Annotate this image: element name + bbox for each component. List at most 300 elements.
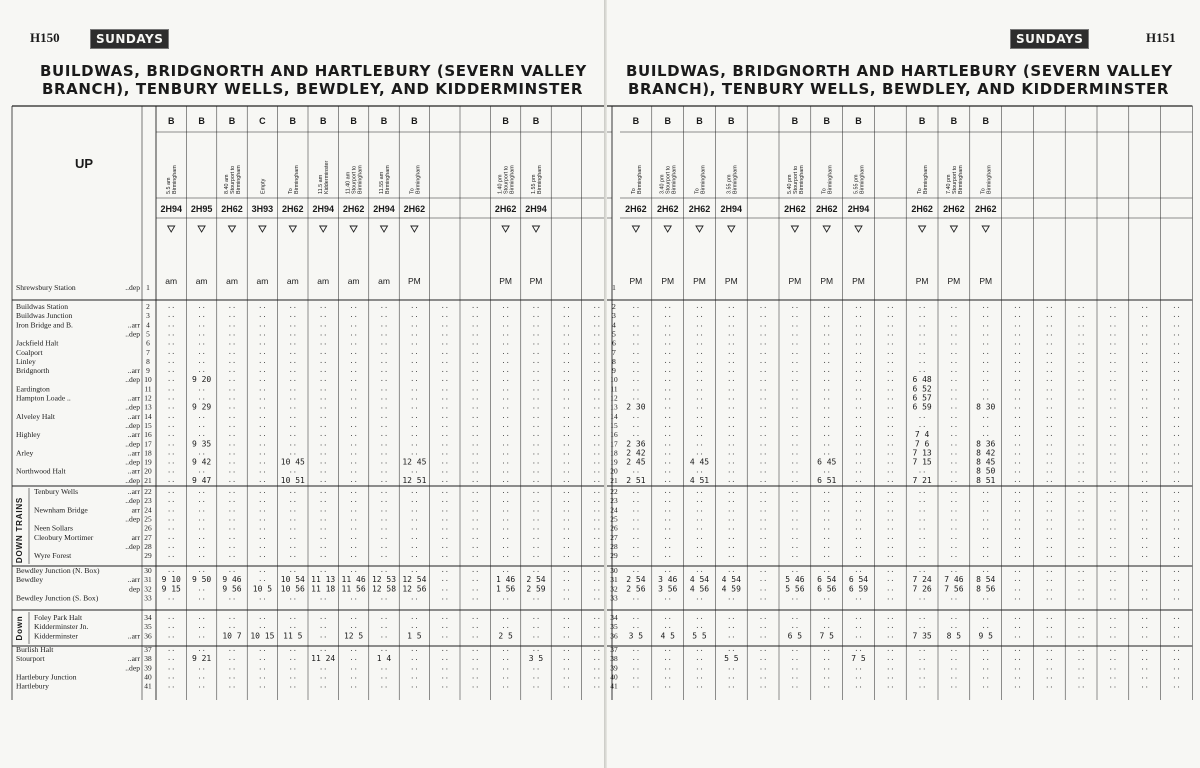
no-service-dots: .. bbox=[790, 593, 800, 602]
no-service-dots: .. bbox=[562, 654, 571, 663]
no-service-dots: .. bbox=[440, 541, 450, 550]
departure-time: 10 7 bbox=[222, 631, 242, 641]
train-class: B bbox=[289, 116, 297, 126]
headcode: 2H62 bbox=[688, 204, 711, 214]
no-service-dots: .. bbox=[886, 541, 895, 550]
no-service-dots: .. bbox=[1140, 496, 1149, 505]
departure-time: 5 5 bbox=[724, 654, 739, 664]
no-service-dots: .. bbox=[592, 681, 602, 690]
no-service-dots: .. bbox=[1108, 393, 1118, 402]
no-service-dots: .. bbox=[410, 338, 419, 347]
no-service-dots: .. bbox=[379, 475, 389, 484]
no-service-dots: .. bbox=[1140, 593, 1149, 602]
station-suffix: ..arr bbox=[127, 466, 140, 476]
no-service-dots: .. bbox=[379, 551, 389, 560]
no-service-dots: .. bbox=[288, 338, 298, 347]
no-service-dots: .. bbox=[917, 311, 927, 320]
no-service-dots: .. bbox=[318, 420, 328, 429]
no-service-dots: .. bbox=[440, 375, 450, 384]
no-service-dots: .. bbox=[410, 523, 419, 532]
no-service-dots: .. bbox=[349, 448, 358, 457]
no-service-dots: .. bbox=[349, 311, 358, 320]
no-service-dots: .. bbox=[981, 654, 990, 663]
departure-time: 10 54 bbox=[280, 575, 305, 585]
no-service-dots: .. bbox=[258, 575, 267, 584]
departure-time: 2 45 bbox=[626, 457, 646, 467]
no-service-dots: .. bbox=[258, 320, 267, 329]
no-service-dots: .. bbox=[562, 420, 571, 429]
departure-time: 10 56 bbox=[280, 584, 305, 594]
no-service-dots: .. bbox=[695, 347, 704, 356]
no-service-dots: .. bbox=[410, 311, 419, 320]
no-service-dots: .. bbox=[197, 523, 206, 532]
headcode: 2H62 bbox=[943, 204, 965, 214]
station-suffix: ..arr bbox=[127, 487, 140, 496]
no-service-dots: .. bbox=[440, 420, 450, 429]
no-service-dots: .. bbox=[631, 496, 641, 505]
no-service-dots: .. bbox=[1140, 663, 1149, 672]
no-service-dots: .. bbox=[1108, 584, 1118, 593]
no-service-dots: .. bbox=[790, 430, 800, 439]
no-service-dots: .. bbox=[318, 457, 328, 466]
no-service-dots: .. bbox=[592, 622, 602, 631]
no-service-dots: .. bbox=[822, 347, 831, 356]
no-service-dots: .. bbox=[227, 430, 237, 439]
no-service-dots: .. bbox=[349, 487, 358, 495]
no-service-dots: .. bbox=[227, 375, 237, 384]
no-service-dots: .. bbox=[410, 654, 419, 663]
departure-time: 11 56 bbox=[341, 584, 366, 594]
train-class: B bbox=[950, 116, 958, 126]
no-service-dots: .. bbox=[166, 681, 176, 690]
headcode: 2H62 bbox=[911, 204, 933, 214]
no-service-dots: .. bbox=[501, 672, 510, 681]
departure-time: 4 45 bbox=[689, 457, 710, 467]
no-service-dots: .. bbox=[758, 505, 768, 514]
no-service-dots: .. bbox=[470, 654, 480, 663]
station-suffix: ..dep bbox=[125, 283, 140, 292]
no-service-dots: .. bbox=[631, 613, 641, 621]
no-service-dots: .. bbox=[501, 505, 510, 514]
no-service-dots: .. bbox=[1013, 430, 1022, 439]
no-service-dots: .. bbox=[631, 622, 641, 631]
headcode: 2H95 bbox=[190, 204, 213, 214]
station-suffix: ..dep bbox=[125, 496, 140, 506]
no-service-dots: .. bbox=[288, 347, 298, 356]
no-service-dots: .. bbox=[1140, 622, 1149, 631]
departure-time: 2 42 bbox=[626, 448, 646, 458]
train-description: Birmingham bbox=[700, 165, 707, 194]
no-service-dots: .. bbox=[258, 311, 267, 320]
no-service-dots: .. bbox=[1013, 593, 1022, 602]
no-service-dots: .. bbox=[949, 393, 959, 402]
train-class: B bbox=[319, 116, 327, 126]
no-service-dots: .. bbox=[917, 496, 927, 505]
station-suffix: ..arr bbox=[127, 575, 140, 585]
station-name: Linley bbox=[16, 356, 36, 366]
train-class: B bbox=[728, 116, 735, 126]
train-description: To bbox=[917, 188, 924, 194]
no-service-dots: .. bbox=[501, 448, 510, 457]
no-service-dots: .. bbox=[886, 514, 895, 523]
no-service-dots: .. bbox=[562, 613, 571, 621]
no-service-dots: .. bbox=[349, 663, 358, 672]
no-service-dots: .. bbox=[288, 663, 298, 672]
no-service-dots: .. bbox=[470, 338, 480, 347]
station-name: Bewdley Junction (S. Box) bbox=[16, 593, 99, 603]
station-name: Hartlebury bbox=[16, 681, 49, 691]
no-service-dots: .. bbox=[531, 302, 541, 310]
no-service-dots: .. bbox=[1108, 420, 1118, 429]
no-service-dots: .. bbox=[166, 366, 176, 375]
no-service-dots: .. bbox=[440, 356, 450, 365]
no-service-dots: .. bbox=[886, 338, 895, 347]
no-service-dots: .. bbox=[758, 645, 768, 653]
no-service-dots: .. bbox=[854, 496, 863, 505]
no-service-dots: .. bbox=[631, 566, 641, 574]
no-service-dots: .. bbox=[288, 613, 298, 621]
no-service-dots: .. bbox=[166, 475, 176, 484]
no-service-dots: .. bbox=[379, 375, 389, 384]
no-service-dots: .. bbox=[1140, 613, 1149, 621]
no-service-dots: .. bbox=[318, 541, 328, 550]
no-service-dots: .. bbox=[822, 593, 831, 602]
no-service-dots: .. bbox=[227, 356, 237, 365]
no-service-dots: .. bbox=[917, 338, 927, 347]
no-service-dots: .. bbox=[1013, 663, 1022, 672]
no-service-dots: .. bbox=[379, 663, 389, 672]
no-service-dots: .. bbox=[727, 402, 736, 411]
no-service-dots: .. bbox=[501, 487, 510, 495]
headcode: 2H94 bbox=[847, 204, 870, 214]
no-service-dots: .. bbox=[470, 475, 480, 484]
no-service-dots: .. bbox=[1140, 411, 1149, 420]
no-service-dots: .. bbox=[1140, 584, 1149, 593]
no-service-dots: .. bbox=[631, 645, 641, 653]
departure-time: 9 46 bbox=[222, 575, 242, 585]
row-number: 24 bbox=[610, 505, 618, 515]
no-service-dots: .. bbox=[1045, 439, 1054, 448]
headcode: 2H62 bbox=[656, 204, 679, 214]
train-class: C bbox=[259, 116, 266, 126]
train-description: Birmingham bbox=[236, 165, 242, 194]
no-service-dots: .. bbox=[1140, 366, 1149, 375]
no-service-dots: .. bbox=[1108, 375, 1118, 384]
no-service-dots: .. bbox=[562, 496, 571, 505]
no-service-dots: .. bbox=[1013, 411, 1022, 420]
no-service-dots: .. bbox=[886, 411, 895, 420]
no-service-dots: .. bbox=[501, 311, 510, 320]
no-service-dots: .. bbox=[531, 466, 541, 475]
no-service-dots: .. bbox=[227, 384, 237, 393]
no-service-dots: .. bbox=[695, 541, 704, 550]
departure-time: 8 50 bbox=[976, 466, 996, 476]
no-service-dots: .. bbox=[197, 672, 206, 681]
station-name: Stourport bbox=[16, 654, 45, 664]
no-service-dots: .. bbox=[1013, 487, 1022, 495]
row-number: 12 bbox=[144, 393, 152, 403]
no-service-dots: .. bbox=[288, 302, 298, 310]
row-number: 31 bbox=[610, 575, 618, 585]
no-service-dots: .. bbox=[440, 613, 450, 621]
no-service-dots: .. bbox=[981, 366, 990, 375]
restriction-triangle-icon bbox=[919, 226, 926, 232]
no-service-dots: .. bbox=[1013, 631, 1022, 640]
no-service-dots: .. bbox=[854, 347, 863, 356]
station-name: Alveley Halt bbox=[16, 411, 56, 421]
departure-time: 2 5 bbox=[498, 631, 513, 641]
no-service-dots: .. bbox=[1013, 311, 1022, 320]
row-number: 11 bbox=[610, 384, 618, 394]
departure-time: 4 59 bbox=[721, 584, 741, 594]
no-service-dots: .. bbox=[790, 347, 800, 356]
no-service-dots: .. bbox=[886, 448, 895, 457]
row-number: 36 bbox=[144, 631, 152, 641]
no-service-dots: .. bbox=[822, 645, 831, 653]
am-pm-marker: am bbox=[165, 276, 178, 286]
no-service-dots: .. bbox=[470, 681, 480, 690]
no-service-dots: .. bbox=[440, 551, 450, 560]
no-service-dots: .. bbox=[166, 448, 176, 457]
no-service-dots: .. bbox=[440, 593, 450, 602]
no-service-dots: .. bbox=[288, 329, 298, 338]
title-line: BRANCH), TENBURY WELLS, BEWDLEY, AND KIDDERMINSTER bbox=[628, 80, 1169, 98]
no-service-dots: .. bbox=[470, 575, 480, 584]
no-service-dots: .. bbox=[663, 439, 672, 448]
no-service-dots: .. bbox=[695, 439, 704, 448]
station-name: Buildwas Junction bbox=[16, 311, 73, 321]
no-service-dots: .. bbox=[197, 356, 206, 365]
row-number: 30 bbox=[144, 566, 152, 575]
departure-time: 8 56 bbox=[976, 584, 996, 594]
no-service-dots: .. bbox=[1140, 541, 1149, 550]
no-service-dots: .. bbox=[1045, 338, 1054, 347]
no-service-dots: .. bbox=[258, 681, 267, 690]
departure-time: 6 59 bbox=[848, 584, 869, 594]
no-service-dots: .. bbox=[886, 475, 895, 484]
no-service-dots: .. bbox=[166, 487, 176, 495]
no-service-dots: .. bbox=[1172, 347, 1181, 356]
no-service-dots: .. bbox=[288, 384, 298, 393]
no-service-dots: .. bbox=[1140, 631, 1149, 640]
no-service-dots: .. bbox=[349, 302, 358, 310]
no-service-dots: .. bbox=[1140, 311, 1149, 320]
no-service-dots: .. bbox=[1076, 402, 1086, 411]
no-service-dots: .. bbox=[1045, 663, 1054, 672]
no-service-dots: .. bbox=[917, 593, 927, 602]
departure-time: 2 51 bbox=[626, 475, 646, 485]
station-name: Shrewsbury Station bbox=[16, 283, 76, 292]
row-number: 15 bbox=[144, 420, 152, 430]
no-service-dots: .. bbox=[470, 613, 480, 621]
row-number: 19 bbox=[610, 457, 618, 467]
am-pm-marker: PM bbox=[979, 276, 993, 286]
restriction-triangle-icon bbox=[229, 226, 236, 232]
station-name: Arley bbox=[16, 448, 34, 458]
no-service-dots: .. bbox=[197, 384, 206, 393]
no-service-dots: .. bbox=[501, 566, 510, 574]
no-service-dots: .. bbox=[1076, 356, 1086, 365]
no-service-dots: .. bbox=[1140, 551, 1149, 560]
right-timetable-grid bbox=[604, 0, 1200, 768]
no-service-dots: .. bbox=[1172, 631, 1181, 640]
no-service-dots: .. bbox=[470, 347, 480, 356]
no-service-dots: .. bbox=[854, 402, 863, 411]
no-service-dots: .. bbox=[227, 311, 237, 320]
no-service-dots: .. bbox=[631, 411, 641, 420]
departure-time: 2 54 bbox=[526, 575, 546, 585]
no-service-dots: .. bbox=[318, 551, 328, 560]
departure-time: 6 59 bbox=[912, 402, 932, 412]
no-service-dots: .. bbox=[562, 541, 571, 550]
no-service-dots: .. bbox=[758, 584, 768, 593]
station-suffix: ..dep bbox=[125, 663, 140, 673]
no-service-dots: .. bbox=[727, 672, 736, 681]
no-service-dots: .. bbox=[1076, 654, 1086, 663]
no-service-dots: .. bbox=[166, 356, 176, 365]
row-number: 11 bbox=[144, 384, 152, 394]
no-service-dots: .. bbox=[592, 496, 602, 505]
no-service-dots: .. bbox=[727, 645, 736, 653]
no-service-dots: .. bbox=[1108, 384, 1118, 393]
no-service-dots: .. bbox=[949, 681, 959, 690]
no-service-dots: .. bbox=[592, 402, 602, 411]
no-service-dots: .. bbox=[727, 505, 736, 514]
no-service-dots: .. bbox=[1140, 375, 1149, 384]
no-service-dots: .. bbox=[854, 302, 863, 310]
no-service-dots: .. bbox=[1108, 541, 1118, 550]
no-service-dots: .. bbox=[227, 541, 237, 550]
no-service-dots: .. bbox=[1013, 302, 1022, 310]
no-service-dots: .. bbox=[631, 393, 641, 402]
no-service-dots: .. bbox=[470, 411, 480, 420]
no-service-dots: .. bbox=[562, 411, 571, 420]
station-name: Coalport bbox=[16, 347, 43, 357]
no-service-dots: .. bbox=[1108, 613, 1118, 621]
no-service-dots: .. bbox=[1045, 402, 1054, 411]
no-service-dots: .. bbox=[1076, 430, 1086, 439]
no-service-dots: .. bbox=[854, 411, 863, 420]
no-service-dots: .. bbox=[379, 631, 389, 640]
no-service-dots: .. bbox=[822, 311, 831, 320]
no-service-dots: .. bbox=[1076, 593, 1086, 602]
no-service-dots: .. bbox=[318, 672, 328, 681]
no-service-dots: .. bbox=[854, 541, 863, 550]
train-class: B bbox=[632, 116, 640, 126]
no-service-dots: .. bbox=[854, 430, 863, 439]
no-service-dots: .. bbox=[318, 347, 328, 356]
no-service-dots: .. bbox=[854, 566, 863, 574]
no-service-dots: .. bbox=[1172, 523, 1181, 532]
no-service-dots: .. bbox=[1045, 320, 1054, 329]
train-description: Birmingham bbox=[923, 165, 930, 194]
no-service-dots: .. bbox=[695, 505, 704, 514]
no-service-dots: .. bbox=[886, 366, 895, 375]
no-service-dots: .. bbox=[1172, 384, 1181, 393]
no-service-dots: .. bbox=[379, 402, 389, 411]
station-suffix: ..dep bbox=[125, 541, 140, 551]
train-description: To bbox=[630, 188, 637, 194]
station-suffix: ..dep bbox=[125, 457, 140, 467]
row-number: 31 bbox=[144, 575, 152, 585]
headcode: 2H62 bbox=[815, 204, 838, 214]
no-service-dots: .. bbox=[410, 551, 419, 560]
no-service-dots: .. bbox=[663, 622, 672, 631]
departure-time: 11 18 bbox=[311, 584, 336, 594]
no-service-dots: .. bbox=[886, 311, 895, 320]
no-service-dots: .. bbox=[790, 663, 800, 672]
station-name: Neen Sollars bbox=[34, 523, 74, 533]
no-service-dots: .. bbox=[197, 514, 206, 523]
no-service-dots: .. bbox=[790, 356, 800, 365]
no-service-dots: .. bbox=[288, 593, 298, 602]
no-service-dots: .. bbox=[822, 566, 831, 574]
row-number: 8 bbox=[146, 356, 150, 366]
no-service-dots: .. bbox=[288, 430, 298, 439]
no-service-dots: .. bbox=[758, 439, 768, 448]
no-service-dots: .. bbox=[790, 672, 800, 681]
no-service-dots: .. bbox=[1076, 672, 1086, 681]
departure-time: 7 15 bbox=[912, 457, 932, 467]
no-service-dots: .. bbox=[822, 532, 831, 541]
row-number: 7 bbox=[146, 347, 150, 357]
no-service-dots: .. bbox=[822, 439, 831, 448]
no-service-dots: .. bbox=[258, 366, 267, 375]
no-service-dots: .. bbox=[1013, 566, 1022, 574]
departure-time: 11 24 bbox=[311, 654, 336, 664]
no-service-dots: .. bbox=[227, 496, 237, 505]
row-number: 1 bbox=[146, 283, 150, 292]
station-name: Wyre Forest bbox=[34, 551, 72, 561]
no-service-dots: .. bbox=[790, 487, 800, 495]
no-service-dots: .. bbox=[886, 593, 895, 602]
no-service-dots: .. bbox=[379, 672, 389, 681]
no-service-dots: .. bbox=[822, 430, 831, 439]
no-service-dots: .. bbox=[562, 681, 571, 690]
row-number: 29 bbox=[144, 551, 152, 561]
no-service-dots: .. bbox=[470, 393, 480, 402]
row-number: 33 bbox=[610, 593, 618, 603]
no-service-dots: .. bbox=[501, 439, 510, 448]
am-pm-marker: am bbox=[195, 276, 208, 286]
train-description: Birmingham bbox=[172, 165, 179, 194]
no-service-dots: .. bbox=[1140, 566, 1149, 574]
direction-label: UP bbox=[74, 156, 94, 171]
no-service-dots: .. bbox=[981, 593, 990, 602]
train-description: Stourport to bbox=[503, 165, 510, 194]
no-service-dots: .. bbox=[1172, 475, 1181, 484]
no-service-dots: .. bbox=[470, 505, 480, 514]
restriction-triangle-icon bbox=[198, 226, 205, 232]
no-service-dots: .. bbox=[663, 505, 672, 514]
no-service-dots: .. bbox=[197, 566, 206, 574]
no-service-dots: .. bbox=[440, 302, 450, 310]
no-service-dots: .. bbox=[631, 532, 641, 541]
restriction-triangle-icon bbox=[289, 226, 296, 232]
no-service-dots: .. bbox=[1140, 654, 1149, 663]
no-service-dots: .. bbox=[949, 505, 959, 514]
train-description: Birmingham bbox=[385, 165, 391, 194]
no-service-dots: .. bbox=[318, 532, 328, 541]
no-service-dots: .. bbox=[531, 448, 541, 457]
no-service-dots: .. bbox=[1172, 375, 1181, 384]
departure-time: 6 45 bbox=[817, 457, 837, 467]
station-name: Burlish Halt bbox=[16, 645, 54, 654]
no-service-dots: .. bbox=[631, 487, 641, 495]
restriction-triangle-icon bbox=[502, 226, 509, 232]
no-service-dots: .. bbox=[949, 347, 959, 356]
no-service-dots: .. bbox=[1172, 320, 1181, 329]
